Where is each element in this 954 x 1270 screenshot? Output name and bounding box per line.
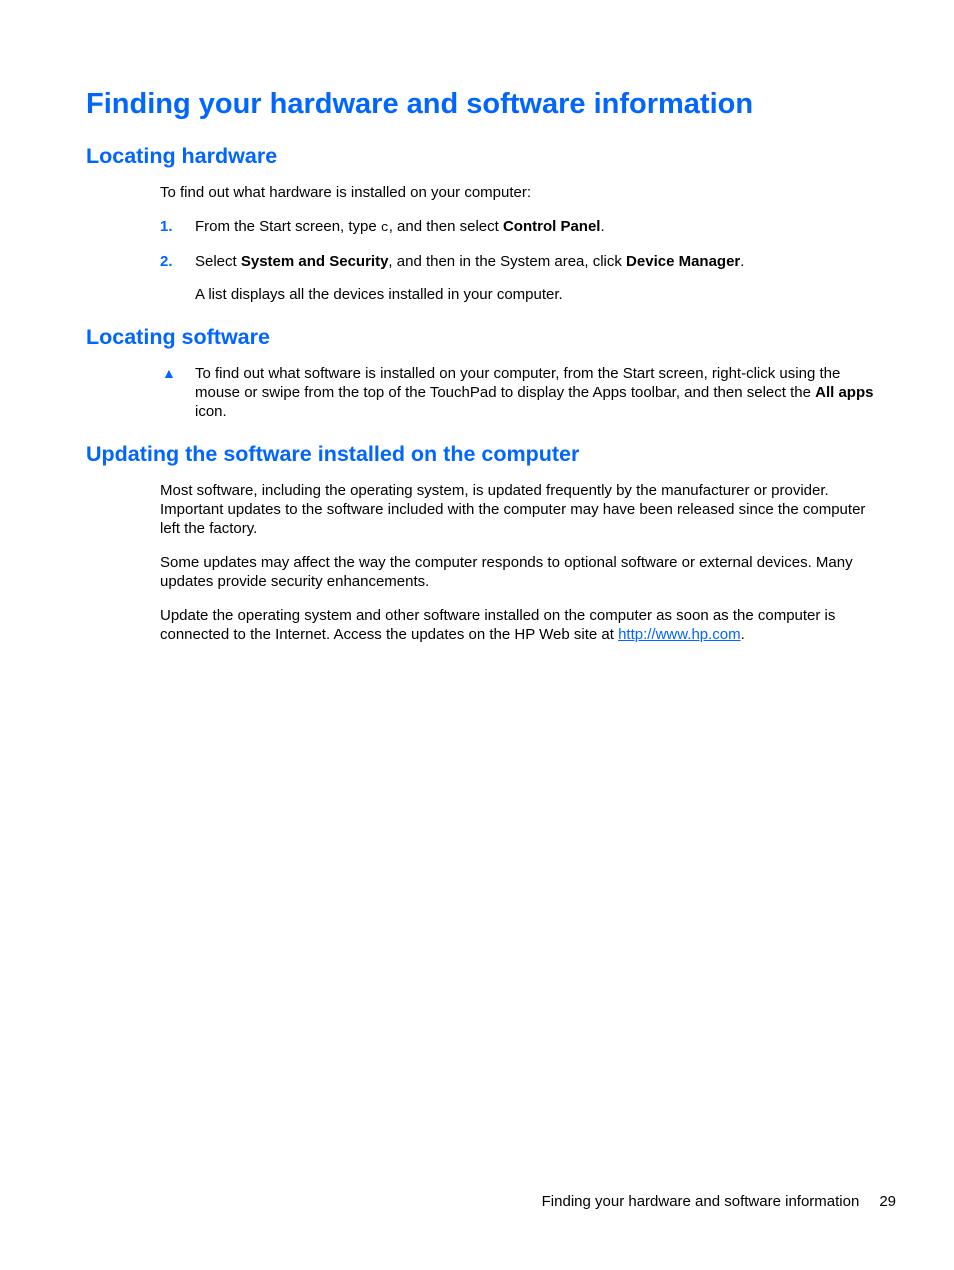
step-text: From the Start screen, type c, and then select Control Panel.	[195, 218, 605, 235]
system-security-label: System and Security	[240, 253, 389, 270]
device-manager-label: Device Manager	[626, 253, 741, 270]
page-title: Finding your hardware and software information	[86, 88, 754, 120]
hp-website-link[interactable]: http://www.hp.com	[618, 626, 741, 643]
heading-locating-hardware: Locating hardware	[86, 144, 278, 168]
typed-key: c	[380, 220, 389, 235]
footer-title: Finding your hardware and software information	[541, 1193, 860, 1210]
updating-paragraph-3: Update the operating system and other software installed on the computer as soon as the computer is connected to the Internet. Access the updates on the HP Web site at http://www.hp.com.	[160, 607, 836, 643]
software-instruction: To find out what software is installed on your computer, from the Start screen, right-click using the mouse or swipe from the top of the TouchPad to display the Apps toolbar, and then select the All apps icon.	[195, 365, 874, 420]
step-text: Select System and Security, and then in the System area, click Device Manager.	[195, 253, 745, 270]
updating-paragraph-2: Some updates may affect the way the computer responds to optional software or external devices. Many updates provide security enhancements.	[160, 554, 853, 590]
step-number: 2.	[160, 253, 173, 270]
heading-updating-software: Updating the software installed on the computer	[86, 442, 580, 466]
step-number: 1.	[160, 218, 173, 235]
step-2-result: A list displays all the devices installed in your computer.	[195, 286, 563, 303]
triangle-icon: ▲	[162, 365, 176, 381]
heading-locating-software: Locating software	[86, 325, 270, 349]
hardware-intro: To find out what hardware is installed on your computer:	[160, 184, 532, 201]
page-number: 29	[879, 1193, 896, 1210]
page-footer	[542, 1192, 896, 1211]
control-panel-label: Control Panel	[502, 218, 601, 235]
all-apps-label: All apps	[815, 384, 874, 401]
updating-paragraph-1: Most software, including the operating system, is updated frequently by the manufacturer or provider. Important updates to the software included with the computer may have been released since the computer left the factory.	[160, 482, 866, 537]
